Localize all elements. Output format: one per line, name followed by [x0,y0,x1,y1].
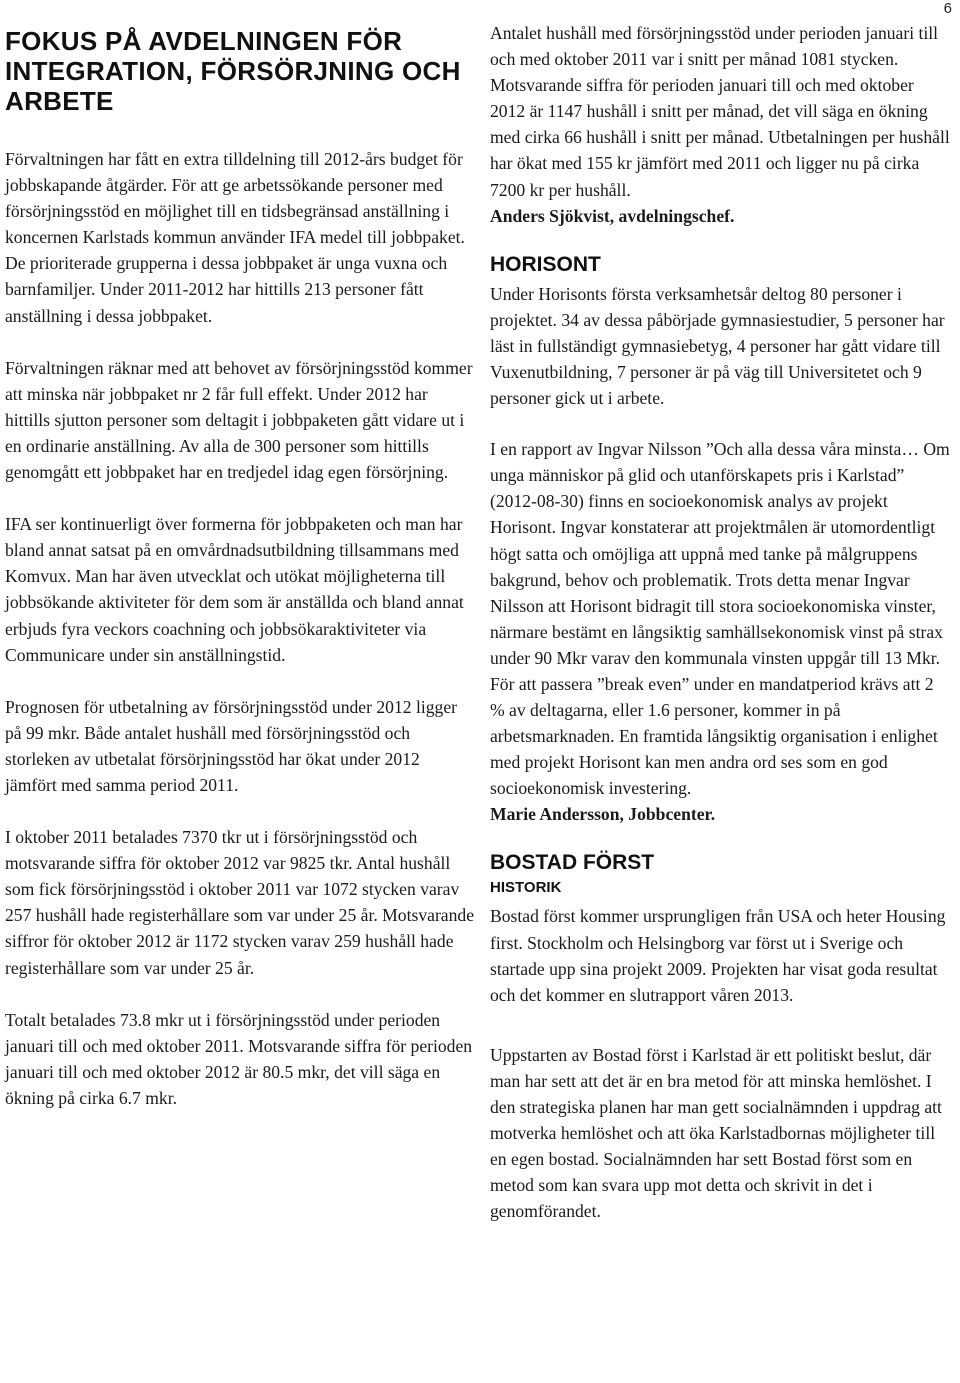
section-heading-bostad-forst: BOSTAD FÖRST [490,851,655,875]
paragraph: Bostad först kommer ursprungligen från USA och heter Housing first. Stockholm och Helsingborg var först ut i Sverige och startade upp sina projekt 2009. Projekten har visat goda resultat och det kommer en slutrapport våren 2013. [490,906,946,1005]
paragraph: Förvaltningen räknar med att behovet av försörjningsstöd kommer att minska när jobbpaket nr 2 får full effekt. Under 2012 har hittills sjutton personer som deltagit i jobbpaketen gått vidare ut i en ordinarie anställning. Av alla de 300 personer som hittills genomgått ett jobbpaket har en tredjedel idag egen försörjning. [5,357,473,483]
paragraph: Antalet hushåll med försörjningsstöd under perioden januari till och med oktober 2011 var i snitt per månad 1081 stycken. Motsvarande siffra för perioden januari till och med oktober 2012 är 1147 hushåll i snitt per månad, det vill säga en ökning med cirka 66 hushåll i snitt per månad. Utbetalningen per hushåll har ökat med 155 kr jämfört med 2011 och ligger nu på cirka 7200 kr per hushåll. [490,23,950,200]
paragraph: Under Horisonts första verksamhetsår deltog 80 personer i projektet. 34 av dessa påbörjade gymnasiestudier, 5 personer har läst in fullständigt gymnasiebetyg, 4 personer har gått vidare till Vuxenutbildning, 7 personer är på väg till Universitetet och 9 personer gick ut i arbete. [490,283,945,409]
left-column [5,0,475,1137]
paragraph: Prognosen för utbetalning av försörjningsstöd under 2012 ligger på 99 mkr. Både antalet hushåll med försörjningsstöd och storleken av utbetalat försörjningsstöd har ökat under 2012 jämfört med samma period 2011. [5,696,457,795]
paragraph: IFA ser kontinuerligt över formerna för jobbpaketen och man har bland annat satsat på en omvårdnadsutbildning tillsammans med Komvux. Man har även utvecklat och utökat möjligheterna till jobbsökande aktiviteter för dem som är anställda och bland annat erbjuds fyra veckors coachning och jobbsökaraktiviteter via Communicare under sin anställningstid. [5,514,464,665]
page-number: 6 [943,0,952,17]
right-column [490,0,952,1249]
paragraph: I en rapport av Ingvar Nilsson ”Och alla dessa våra minsta… Om unga människor på glid och utanförskapets pris i Karlstad” (2012-08-30) finns en socioekonomisk analys av projekt Horisont. Ingvar konstaterar att projektmålen är utomordentligt högt satta och omöjliga att uppnå med tanke på målgruppens bakgrund, behov och problematik. Trots detta menar Ingvar Nilsson att Horisont bidragit till stora socioekonomiska vinster, närmare bestämt en långsiktig samhällsekonomisk vinst på strax under 90 Mkr varav den kommunala vinsten uppgår till 13 Mkr. För att passera ”break even” under en mandatperiod krävs att 2 % av deltagarna, eller 1.6 personer, kommer in på arbetsmarknaden. En framtida långsiktig organisation i enlighet med projekt Horisont kan men andra ord ses som en god socioekonomisk investering. [490,439,950,799]
intro-section [490,20,952,229]
signature-department-head: Anders Sjökvist, avdelningschef. [490,205,735,226]
paragraph: Förvaltningen har fått en extra tilldelning till 2012-års budget för jobbskapande åtgärder. För att ge arbetssökande personer med försörjningsstöd en möjlighet till en tidsbegränsad anställning i koncernen Karlstads kommun använder IFA medel till jobbpaket. De prioriterade grupperna i dessa jobbpaket är unga vuxna och barnfamiljer. Under 2011-2012 har hittills 213 personer fått anställning i dessa jobbpaket. [5,149,465,326]
page-heading: FOKUS PÅ AVDELNINGEN FÖR INTEGRATION, FÖRSÖRJNING OCH ARBETE [5,26,461,116]
subheading-historik: HISTORIK [490,879,562,897]
paragraph: Totalt betalades 73.8 mkr ut i försörjningsstöd under perioden januari till och med oktober 2011. Motsvarande siffra för perioden januari till och med oktober 2012 är 80.5 mkr, det vill säga en ökning på cirka 6.7 mkr. [5,1009,473,1108]
paragraph: I oktober 2011 betalades 7370 tkr ut i försörjningsstöd och motsvarande siffra för oktober 2012 var 9825 tkr. Antal hushåll som fick försörjningsstöd i oktober 2011 var 1072 stycken varav 257 hushåll hade registerhållare som var under 25 år. Motsvarande siffror för oktober 2012 är 1172 stycken varav 259 hushåll hade registerhållare som var under 25 år. [5,827,475,978]
signature-jobbcenter: Marie Andersson, Jobbcenter. [490,804,716,825]
section-heading-horisont: HORISONT [490,252,601,276]
paragraph: Uppstarten av Bostad först i Karlstad är ett politiskt beslut, där man har sett att det är en bra metod för att minska hemlöshet. I den strategiska planen har man gett socialnämnden i uppdrag att motverka hemlöshet och att öka Karlstadbornas möjligheter till en egen bostad. Socialnämnden har sett Bostad först som en metod som kan svara upp mot detta och skrivit in det i genomförandet. [490,1044,942,1222]
